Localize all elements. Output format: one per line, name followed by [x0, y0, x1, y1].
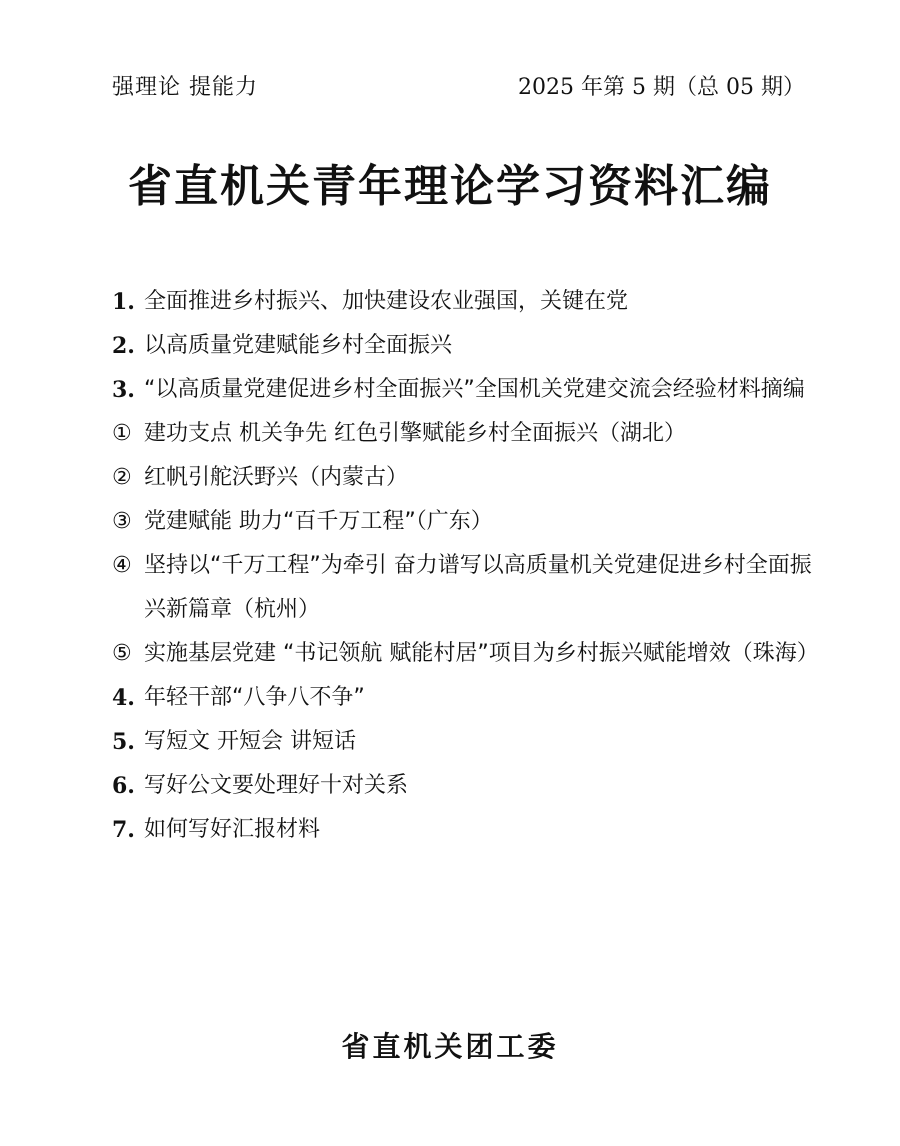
toc-subitem-number: ④: [112, 553, 132, 578]
toc-subitem: [112, 632, 819, 676]
toc-item: [112, 676, 812, 720]
toc-subitem-number: ③: [112, 509, 132, 534]
toc-subitem: [112, 500, 812, 544]
toc-subitem-title: 实施基层党建 “书记领航 赋能村居”项目为乡村振兴赋能增效（珠海）: [144, 641, 819, 666]
toc-item-title: 年轻干部“八争八不争”: [144, 685, 365, 710]
toc-item-number: 1.: [112, 289, 135, 315]
toc-item: [112, 280, 812, 324]
toc-item-title: “以高质量党建促进乡村全面振兴”全国机关党建交流会经验材料摘编: [144, 377, 805, 402]
toc-item-number: 2.: [112, 333, 135, 359]
toc-subitem: [112, 544, 812, 632]
toc-item: [112, 324, 812, 368]
toc-subitem-title: 党建赋能 助力“百千万工程”（广东）: [144, 509, 493, 534]
toc-item-number: 7.: [112, 817, 135, 843]
toc-item-title: 全面推进乡村振兴、加快建设农业强国，关键在党: [144, 289, 629, 314]
toc-item-title: 以高质量党建赋能乡村全面振兴: [144, 333, 453, 358]
toc-subitem-number: ②: [112, 465, 132, 490]
toc-subitem: [112, 412, 812, 456]
toc-subitem-title: 红帆引舵沃野兴（内蒙古）: [144, 465, 409, 490]
header-slogan: 强理论 提能力: [112, 75, 258, 100]
issue-number: 2025 年第 5 期（总 05 期）: [518, 75, 805, 100]
toc-item-title: 如何写好汇报材料: [144, 817, 321, 842]
table-of-contents: [112, 280, 819, 852]
issuing-organization: 省直机关团工委: [341, 1030, 559, 1063]
toc-subitem-title: 坚持以“千万工程”为牵引 奋力谱写以高质量机关党建促进乡村全面振兴新篇章（杭州）: [144, 553, 812, 622]
document-title: 省直机关青年理论学习资料汇编: [128, 161, 772, 212]
toc-item: [112, 764, 812, 808]
toc-subitem-number: ①: [112, 421, 132, 446]
toc-item-number: 3.: [112, 377, 135, 403]
toc-item-number: 5.: [112, 729, 135, 755]
toc-item-title: 写短文 开短会 讲短话: [144, 729, 356, 754]
toc-subitem-title: 建功支点 机关争先 红色引擎赋能乡村全面振兴（湖北）: [144, 421, 686, 446]
toc-subitem-number: ⑤: [112, 641, 132, 666]
toc-item: [112, 368, 812, 412]
toc-item-title: 写好公文要处理好十对关系: [144, 773, 409, 798]
toc-subitem: [112, 456, 812, 500]
toc-item: [112, 808, 812, 852]
toc-item-number: 4.: [112, 685, 135, 711]
toc-item-number: 6.: [112, 773, 135, 799]
toc-item: [112, 720, 812, 764]
